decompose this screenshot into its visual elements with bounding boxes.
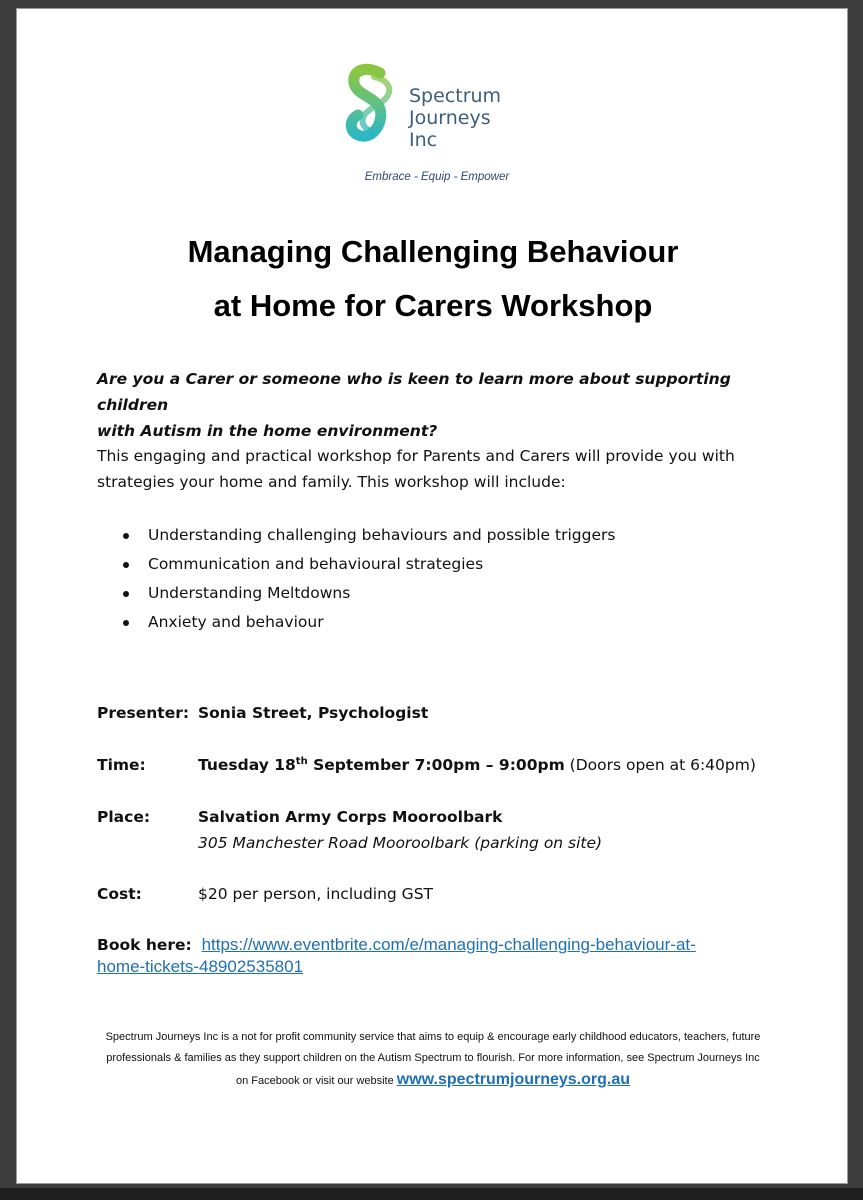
intro-question — [97, 366, 777, 444]
place-label: Place: — [97, 808, 151, 826]
footer-line1: Spectrum Journeys Inc is a not for profit community service that aims to equip & encourage early childhood educators, teachers, future — [105, 1031, 761, 1043]
presenter-value: Sonia Street, Psychologist — [198, 704, 429, 722]
footer-line2: professionals & families as they support children on the Autism Spectrum to flourish. For more information, see Spectrum Journeys Inc — [106, 1052, 760, 1064]
description-line1: This engaging and practical workshop for Parents and Carers will provide you with — [97, 447, 735, 465]
logo-name-line1: Spectrum — [409, 85, 502, 107]
document-page — [16, 8, 848, 1184]
place-address: 305 Manchester Road Mooroolbark (parking on site) — [198, 834, 603, 852]
logo-tagline: Embrace - Equip - Empower — [364, 171, 510, 183]
place-name: Salvation Army Corps Mooroolbark — [198, 808, 503, 826]
logo-name-line2: Journeys — [409, 107, 491, 129]
list-item: Communication and behavioural strategies — [121, 550, 615, 579]
workshop-topics-list — [121, 521, 615, 637]
list-item: Anxiety and behaviour — [121, 608, 615, 637]
list-item: Understanding challenging behaviours and possible triggers — [121, 521, 615, 550]
time-label: Time: — [97, 756, 146, 774]
page-title — [57, 225, 809, 333]
cost-label: Cost: — [97, 885, 142, 903]
time-day: Tuesday 18 — [198, 756, 296, 774]
website-link[interactable]: www.spectrumjourneys.org.au — [396, 1071, 631, 1088]
bottom-bar — [0, 1188, 863, 1200]
time-value — [198, 752, 756, 778]
presenter-label: Presenter: — [97, 704, 190, 722]
footer-line3-text: on Facebook or visit our website — [235, 1075, 397, 1087]
footer-note — [77, 1027, 789, 1092]
time-range: September 7:00pm – 9:00pm — [307, 756, 565, 774]
logo-name — [409, 85, 501, 151]
title-line1: Managing Challenging Behaviour — [187, 234, 679, 269]
intro-line2: with Autism in the home environment? — [97, 422, 438, 440]
cost-value: $20 per person, including GST — [198, 885, 434, 903]
intro-line1: Are you a Carer or someone who is keen to learn more about supporting children — [97, 370, 731, 414]
booking-label: Book here: — [97, 936, 192, 954]
time-day-suffix: th — [295, 755, 308, 767]
description-line2: strategies your home and family. This workshop will include: — [97, 473, 566, 491]
booking-section — [97, 934, 757, 978]
logo-name-line3: Inc — [409, 129, 438, 151]
time-note: (Doors open at 6:40pm) — [564, 756, 756, 774]
booking-url-line2: home-tickets-48902535801 — [97, 957, 304, 976]
list-item: Understanding Meltdowns — [121, 579, 615, 608]
title-line2: at Home for Carers Workshop — [213, 288, 653, 323]
booking-url-line1: https://www.eventbrite.com/e/managing-challenging-behaviour-at- — [201, 935, 696, 954]
footer-line3 — [77, 1069, 789, 1092]
workshop-description — [97, 443, 777, 495]
